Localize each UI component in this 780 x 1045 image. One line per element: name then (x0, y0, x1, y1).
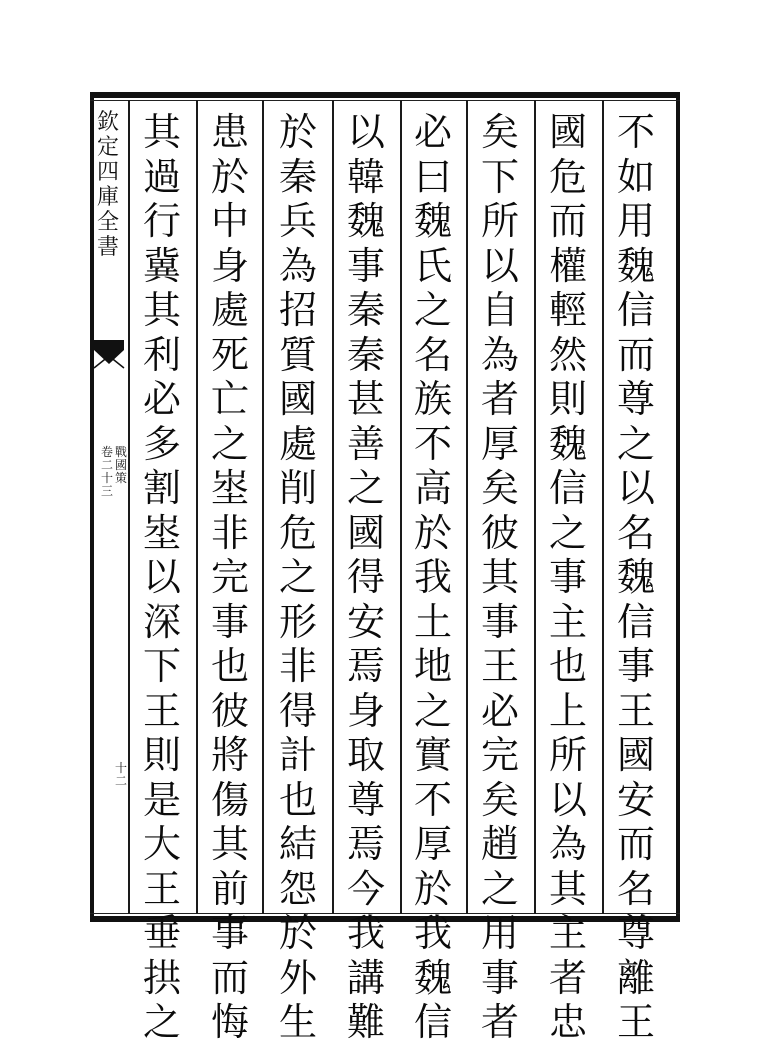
column-rule (466, 100, 468, 914)
text-column-8: 其過行冀其利必多割埊以深下王則是大王垂拱之 (142, 110, 181, 1044)
column-rule (400, 100, 402, 914)
fishtail-mark-icon (92, 338, 126, 370)
text-column-1: 不如用魏信而尊之以名魏信事王國安而名尊離王 (616, 110, 655, 1044)
chapter-title: 戰國策 (114, 445, 127, 485)
text-column-5: 以韓魏事秦秦甚善之國得安焉身取尊焉今我講難 (346, 110, 385, 1044)
page-number: 十二 (114, 761, 127, 788)
text-column-4: 必曰魏氏之名族不高於我土地之實不厚於我魏信 (413, 110, 452, 1044)
book-title: 欽定四庫全書 (96, 110, 119, 260)
column-rule (332, 100, 334, 914)
column-rule (602, 100, 604, 914)
text-column-3: 矣下所以自為者厚矣彼其事王必完矣趙之用事者 (480, 110, 519, 1044)
text-column-2: 國危而權輕然則魏信之事主也上所以為其主者忠 (548, 110, 587, 1044)
text-column-7: 患於中身處死亡之埊非完事也彼將傷其前事而悔 (210, 110, 249, 1044)
text-column-6: 於秦兵為招質國處削危之形非得計也結怨於外生 (278, 110, 317, 1044)
column-rule (534, 100, 536, 914)
volume-number: 卷二十三 (100, 445, 113, 498)
column-rule (196, 100, 198, 914)
column-rule (128, 100, 130, 914)
column-rule (262, 100, 264, 914)
